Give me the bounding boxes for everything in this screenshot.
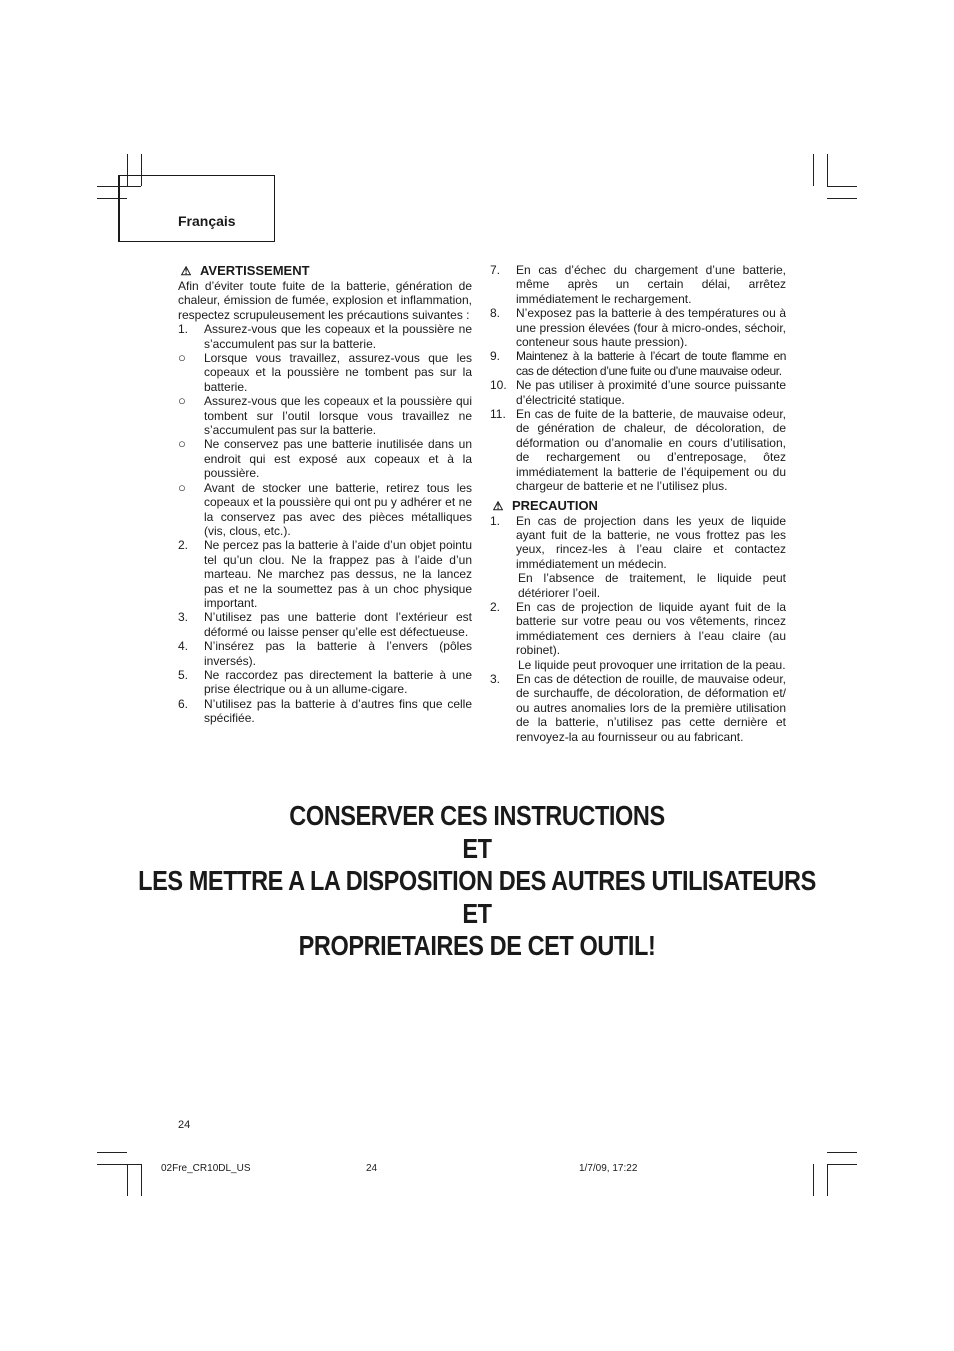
bullet-circle-icon: ○: [178, 436, 186, 452]
list-item-note: En l’absence de traitement, le liquide peut détériorer l’oeil.: [518, 571, 786, 600]
crop-mark: [127, 1164, 128, 1196]
list-item-note: Le liquide peut provoquer une irritation de la peau.: [518, 657, 786, 672]
list-item: ○ Lorsque vous travaillez, assurez-vous que les copeaux et la poussière ne tombent pas sur la batterie.: [178, 350, 472, 394]
footer-datetime: 1/7/09, 17:22: [579, 1163, 638, 1174]
bullet-circle-icon: ○: [178, 350, 186, 366]
closing-banner: [76, 800, 877, 963]
bullet-circle-icon: ○: [178, 479, 186, 495]
warning-heading: [178, 263, 472, 279]
list-item: 6. N’utilisez pas la batterie à d’autres fins que celle spécifiée.: [178, 696, 472, 726]
list-item: 1. Assurez-vous que les copeaux et la poussière ne s’accumulent pas sur la batterie.: [178, 322, 472, 351]
crop-mark: [97, 1164, 141, 1165]
list-item: ○ Avant de stocker une batterie, retirez tous les copeaux et la poussière qui ont pu y adhérer et ne la conservez pas avec des pièces métalliques (vis, clous, etc.).: [178, 479, 472, 538]
crop-mark: [813, 154, 814, 186]
warning-intro: Afin d’éviter toute fuite de la batterie, génération de chaleur, émission de fumée, explosion et inflammation, respectez scrupuleusement les précautions suivantes :: [178, 279, 472, 322]
list-item: 2. Ne percez pas la batterie à l’aide d’un objet pointu tel qu’un clou. Ne la frappez pas à l’aide d’un marteau. Ne marchez pas dessus, ne la lancez pas et ne la soumettez pas à un choc physique important.: [178, 538, 472, 610]
list-item: 2. En cas de projection de liquide ayant fuit de la batterie sur votre peau ou vos vêtements, rincez immédiatement ces derniers à l’eau claire (au robinet).: [490, 599, 786, 658]
precaution-heading-text: PRECAUTION: [512, 497, 598, 513]
closing-line: ET: [462, 897, 492, 929]
crop-mark: [827, 198, 857, 199]
crop-mark: [97, 1152, 127, 1153]
closing-line: ET: [462, 832, 492, 864]
closing-line: LES METTRE A LA DISPOSITION DES AUTRES UTILISATEURS: [138, 865, 816, 896]
list-item: ○ Assurez-vous que les copeaux et la poussière qui tombent sur l’outil lorsque vous travaillez ne s’accumulent pas sur la batterie.: [178, 393, 472, 438]
list-item: 5. Ne raccordez pas directement la batterie à une prise électrique ou à un allume-cigare.: [178, 667, 472, 697]
crop-mark: [827, 154, 828, 186]
footer-page: 24: [366, 1163, 378, 1174]
list-item: 11. En cas de fuite de la batterie, de mauvaise odeur, de génération de chaleur, de décoloration, de déformation ou d’anomalie en cours d’utilisation, de rechargement ou d’entreposage, ôtez immédiatement la batterie de l’équipement ou du chargeur de batterie et ne l’utilisez plus.: [490, 407, 786, 494]
left-column: [178, 263, 472, 726]
list-item: 8. N’exposez pas la batterie à des températures ou à une pression élevées (four à micro-ondes, séchoir, conteneur sous haute pression).: [490, 306, 786, 350]
warning-triangle-icon: ⚠: [180, 264, 192, 278]
right-column: [490, 263, 786, 744]
precaution-heading: [490, 498, 786, 514]
language-box: [118, 175, 275, 242]
list-item: 3. En cas de détection de rouille, de mauvaise odeur, de surchauffe, de décoloration, de déformation et/ ou autres anomalies lors de la première utilisation de la batterie, n’utilisez pas cette dernière et renvoyez-la au fournisseur ou au fabricant.: [490, 671, 786, 744]
list-item: 4. N’insérez pas la batterie à l’envers (pôles inversés).: [178, 639, 472, 668]
list-item: 9. Maintenez à la batterie à l’écart de toute flamme en cas de détection d’une fuite ou d’une mauvaise odeur.: [490, 349, 786, 378]
list-item: 1. En cas de projection dans les yeux de liquide ayant fuit de la batterie, ne vous frottez pas les yeux, rincez-les à l’eau claire et contactez immédiatement un médecin.: [490, 513, 786, 571]
list-item: 3. N’utilisez pas une batterie dont l’extérieur est déformé ou laisse penser qu’elle est défectueuse.: [178, 610, 472, 639]
warning-triangle-icon: ⚠: [492, 498, 504, 513]
list-item: 10. Ne pas utiliser à proximité d’une source puissante d’électricité statique.: [490, 378, 786, 407]
list-item: ○ Ne conservez pas une batterie inutilisée dans un endroit qui est exposé aux copeaux et à la poussière.: [178, 436, 472, 481]
crop-mark: [141, 1164, 142, 1196]
page-number: 24: [178, 1119, 191, 1131]
footer-file: 02Fre_CR10DL_US: [161, 1163, 251, 1174]
bullet-circle-icon: ○: [178, 393, 186, 409]
warning-heading-text: AVERTISSEMENT: [200, 263, 310, 278]
crop-mark: [813, 1164, 814, 1196]
crop-mark: [827, 1164, 857, 1165]
crop-mark: [827, 1164, 828, 1196]
crop-mark: [827, 1152, 857, 1153]
crop-mark: [827, 186, 857, 187]
closing-line: CONSERVER CES INSTRUCTIONS: [289, 800, 665, 831]
closing-line: PROPRIETAIRES DE CET OUTIL!: [298, 930, 656, 961]
list-item: 7. En cas d’échec du chargement d’une batterie, même après un certain délai, arrêtez immédiatement le rechargement.: [490, 263, 786, 306]
language-label: Français: [178, 213, 236, 229]
